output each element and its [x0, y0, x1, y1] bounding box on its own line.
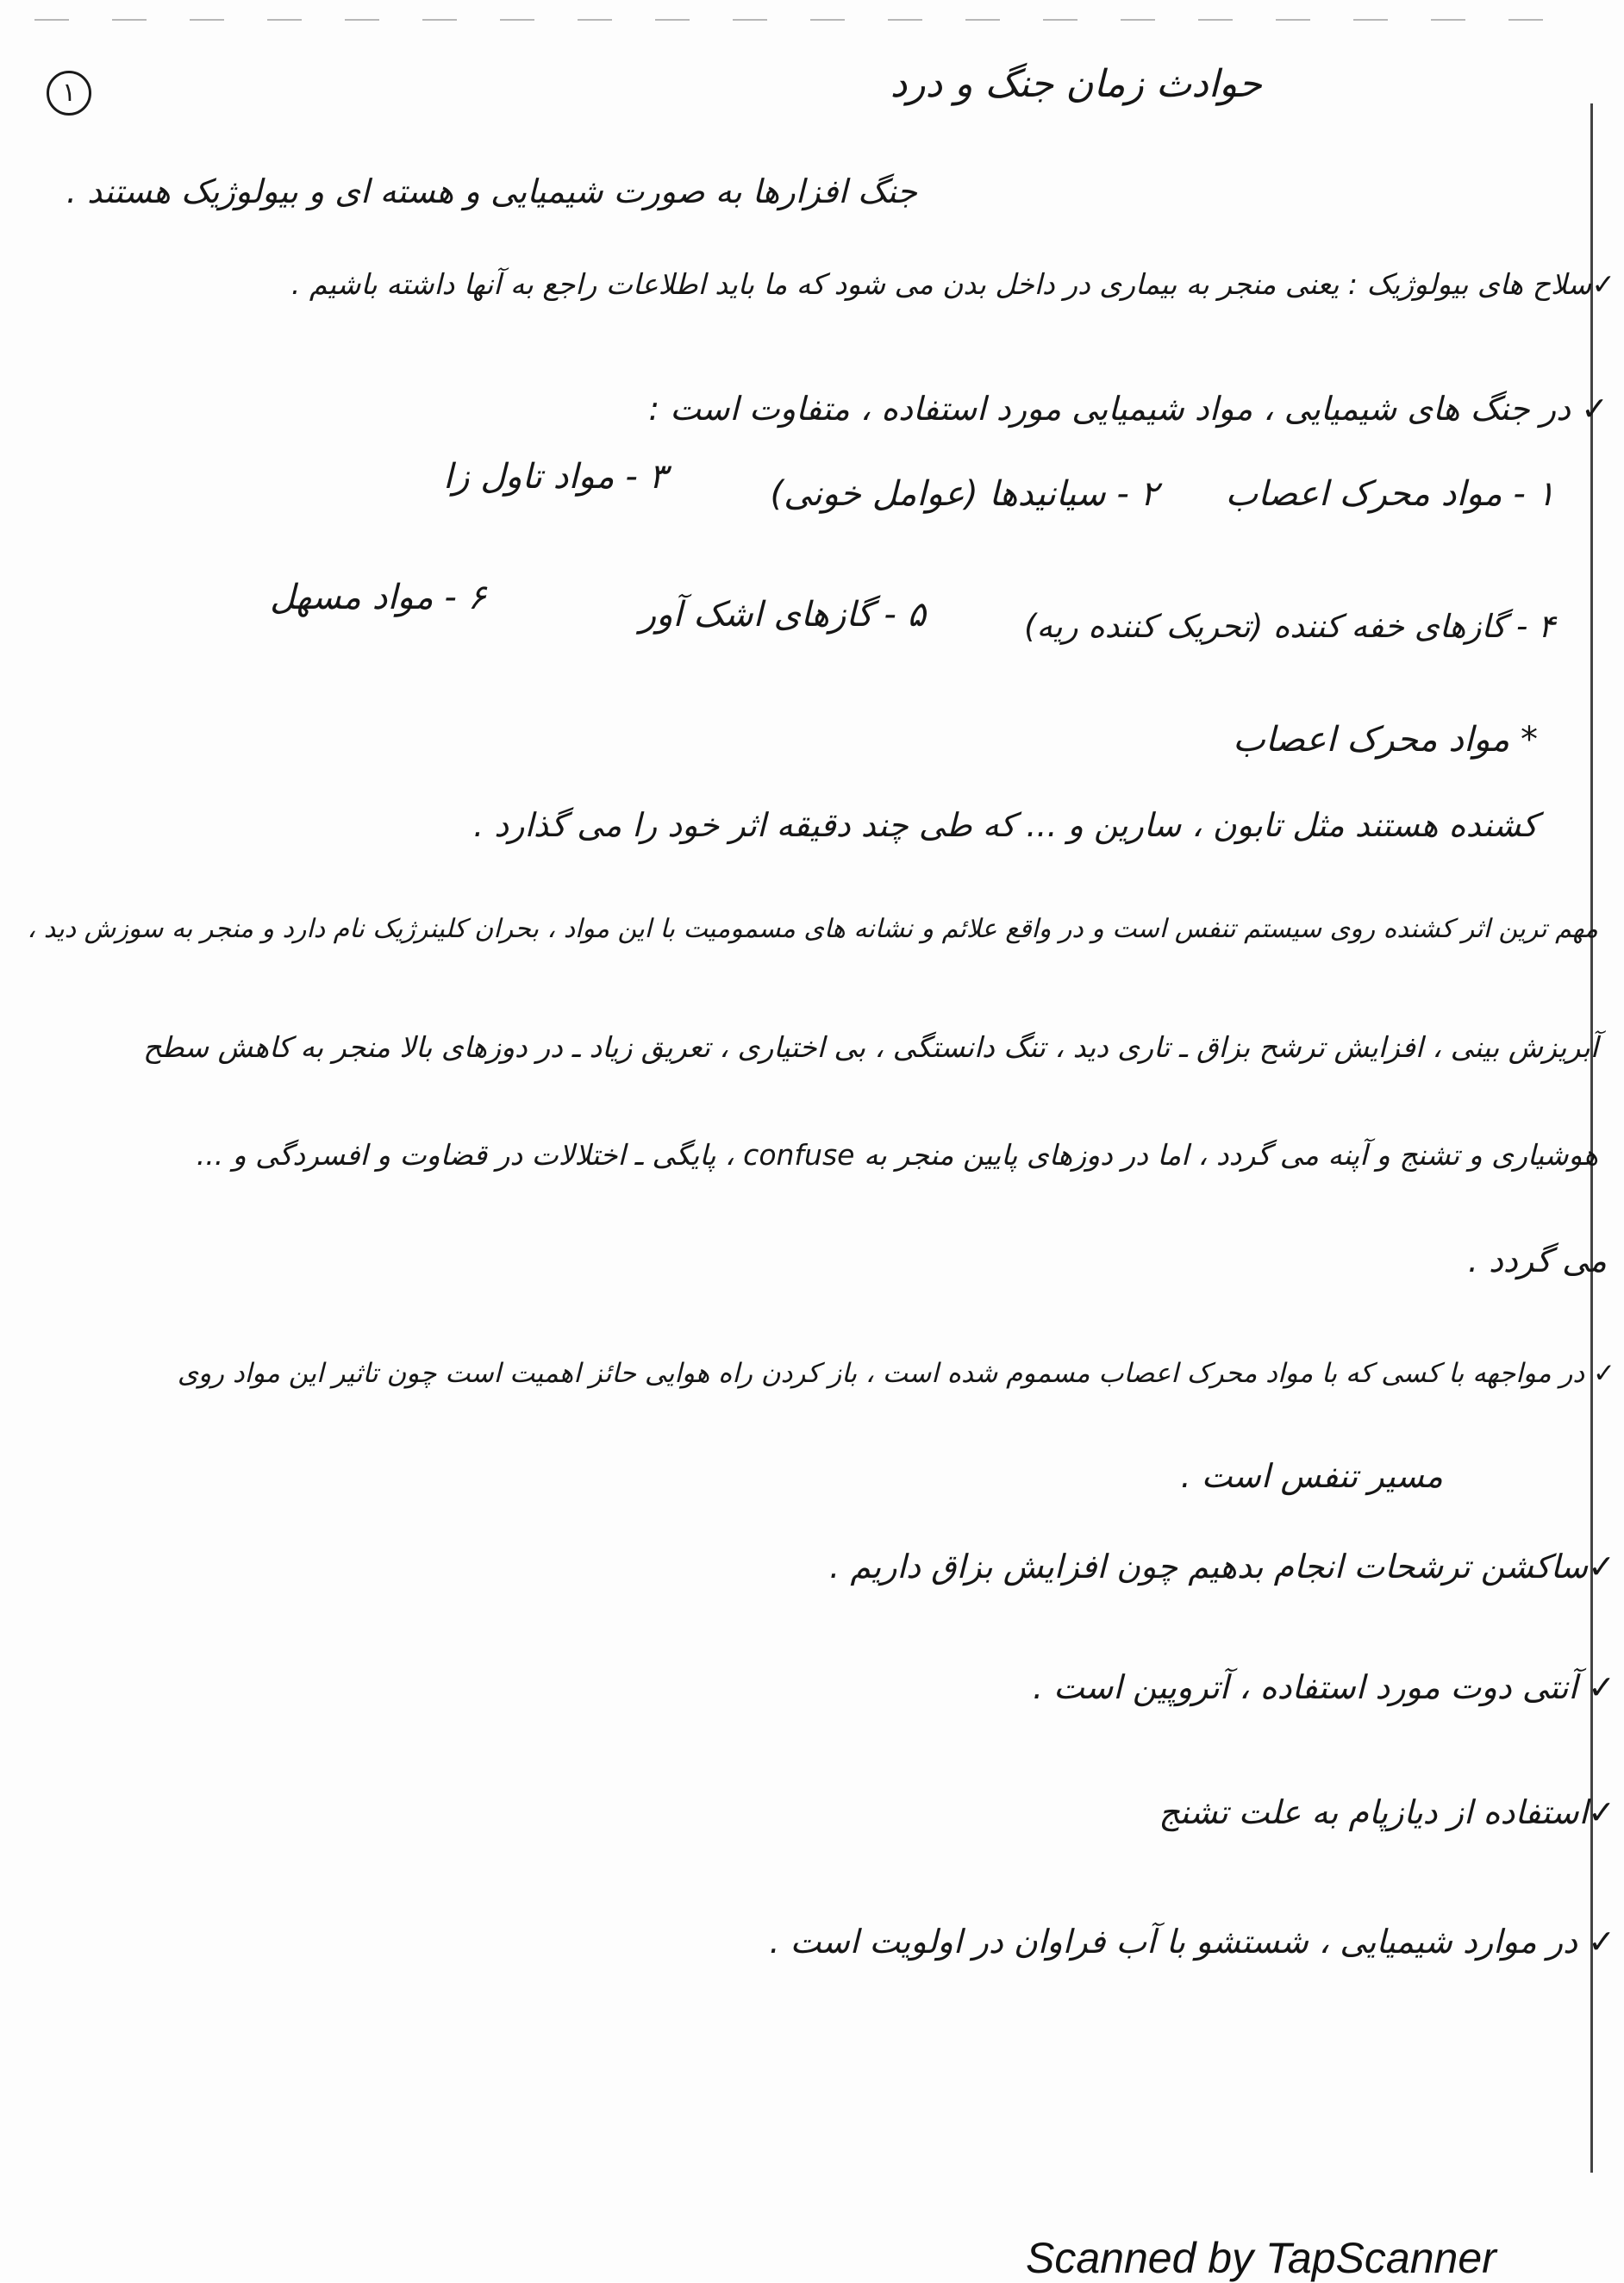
- text-line: مسیر تنفس است .: [1180, 1457, 1443, 1495]
- list-item: ۳ - مواد تاول زا: [443, 457, 667, 497]
- text-line: می گردد .: [1467, 1242, 1607, 1279]
- list-item: ۴ - گازهای خفه کننده (تحریک کننده ریه): [1024, 608, 1555, 645]
- text-line: ✓ در جنگ های شیمیایی ، مواد شیمیایی مورد استفاده ، متفاوت است :: [648, 390, 1608, 428]
- text-line: ✓ در مواجهه با کسی که با مواد محرک اعصاب مسموم شده است ، باز کردن راه هوایی حائز اهمیت است چون تاثیر این مواد روی: [177, 1358, 1615, 1389]
- text-line: ✓ در موارد شیمیایی ، شستشو با آب فراوان در اولویت است .: [769, 1923, 1615, 1961]
- page-title: حوادث زمان جنگ و درد: [890, 62, 1262, 106]
- text-line: هوشیاری و تشنج و آپنه می گردد ، اما در دوزهای پایین منجر به confuse ، پایگی ـ اختلالات در قضاوت و افسردگی و ...: [196, 1138, 1598, 1172]
- scanner-watermark: Scanned by TapScanner: [1026, 2234, 1496, 2282]
- text-line: ✓ آنتی دوت مورد استفاده ، آتروپین است .: [1032, 1668, 1615, 1706]
- text-line: ✓ساکشن ترشحات انجام بدهیم چون افزایش بزاق داریم .: [829, 1548, 1615, 1586]
- list-item: ۲ - سیانیدها (عوامل خونی): [770, 474, 1159, 514]
- text-line: ✓استفاده از دیازپام به علت تشنج: [1159, 1793, 1615, 1831]
- text-line: جنگ افزارها به صورت شیمیایی و هسته ای و بیولوژیک هستند .: [66, 172, 917, 210]
- scan-artifact: [34, 19, 1569, 21]
- list-item: ۱ - مواد محرک اعصاب: [1225, 474, 1555, 514]
- list-item: ۶ - مواد مسهل: [270, 578, 486, 617]
- text-line: آبریزش بینی ، افزایش ترشح بزاق ـ تاری دید ، تنگ دانستگی ، بی اختیاری ، تعریق زیاد ـ در دوزهای بالا منجر به کاهش سطح: [143, 1030, 1598, 1064]
- text-line: مهم ترین اثر کشنده روی سیستم تنفس است و در واقع علائم و نشانه های مسمومیت با این مواد ، بحران کلینرژیک نام دارد و منجر به سوزش دید ،: [27, 914, 1598, 944]
- text-line: کشنده هستند مثل تابون ، سارین و ... که طی چند دقیقه اثر خود را می گذارد .: [473, 806, 1538, 844]
- list-item: ۵ - گازهای اشک آور: [639, 595, 926, 635]
- section-heading: * مواد محرک اعصاب: [1233, 720, 1538, 760]
- text-line: ✓سلاح های بیولوژیک : یعنی منجر به بیماری در داخل بدن می شود که ما باید اطلاعات راجع به آنها داشته باشیم .: [290, 267, 1615, 301]
- page-number: ۱: [47, 71, 91, 116]
